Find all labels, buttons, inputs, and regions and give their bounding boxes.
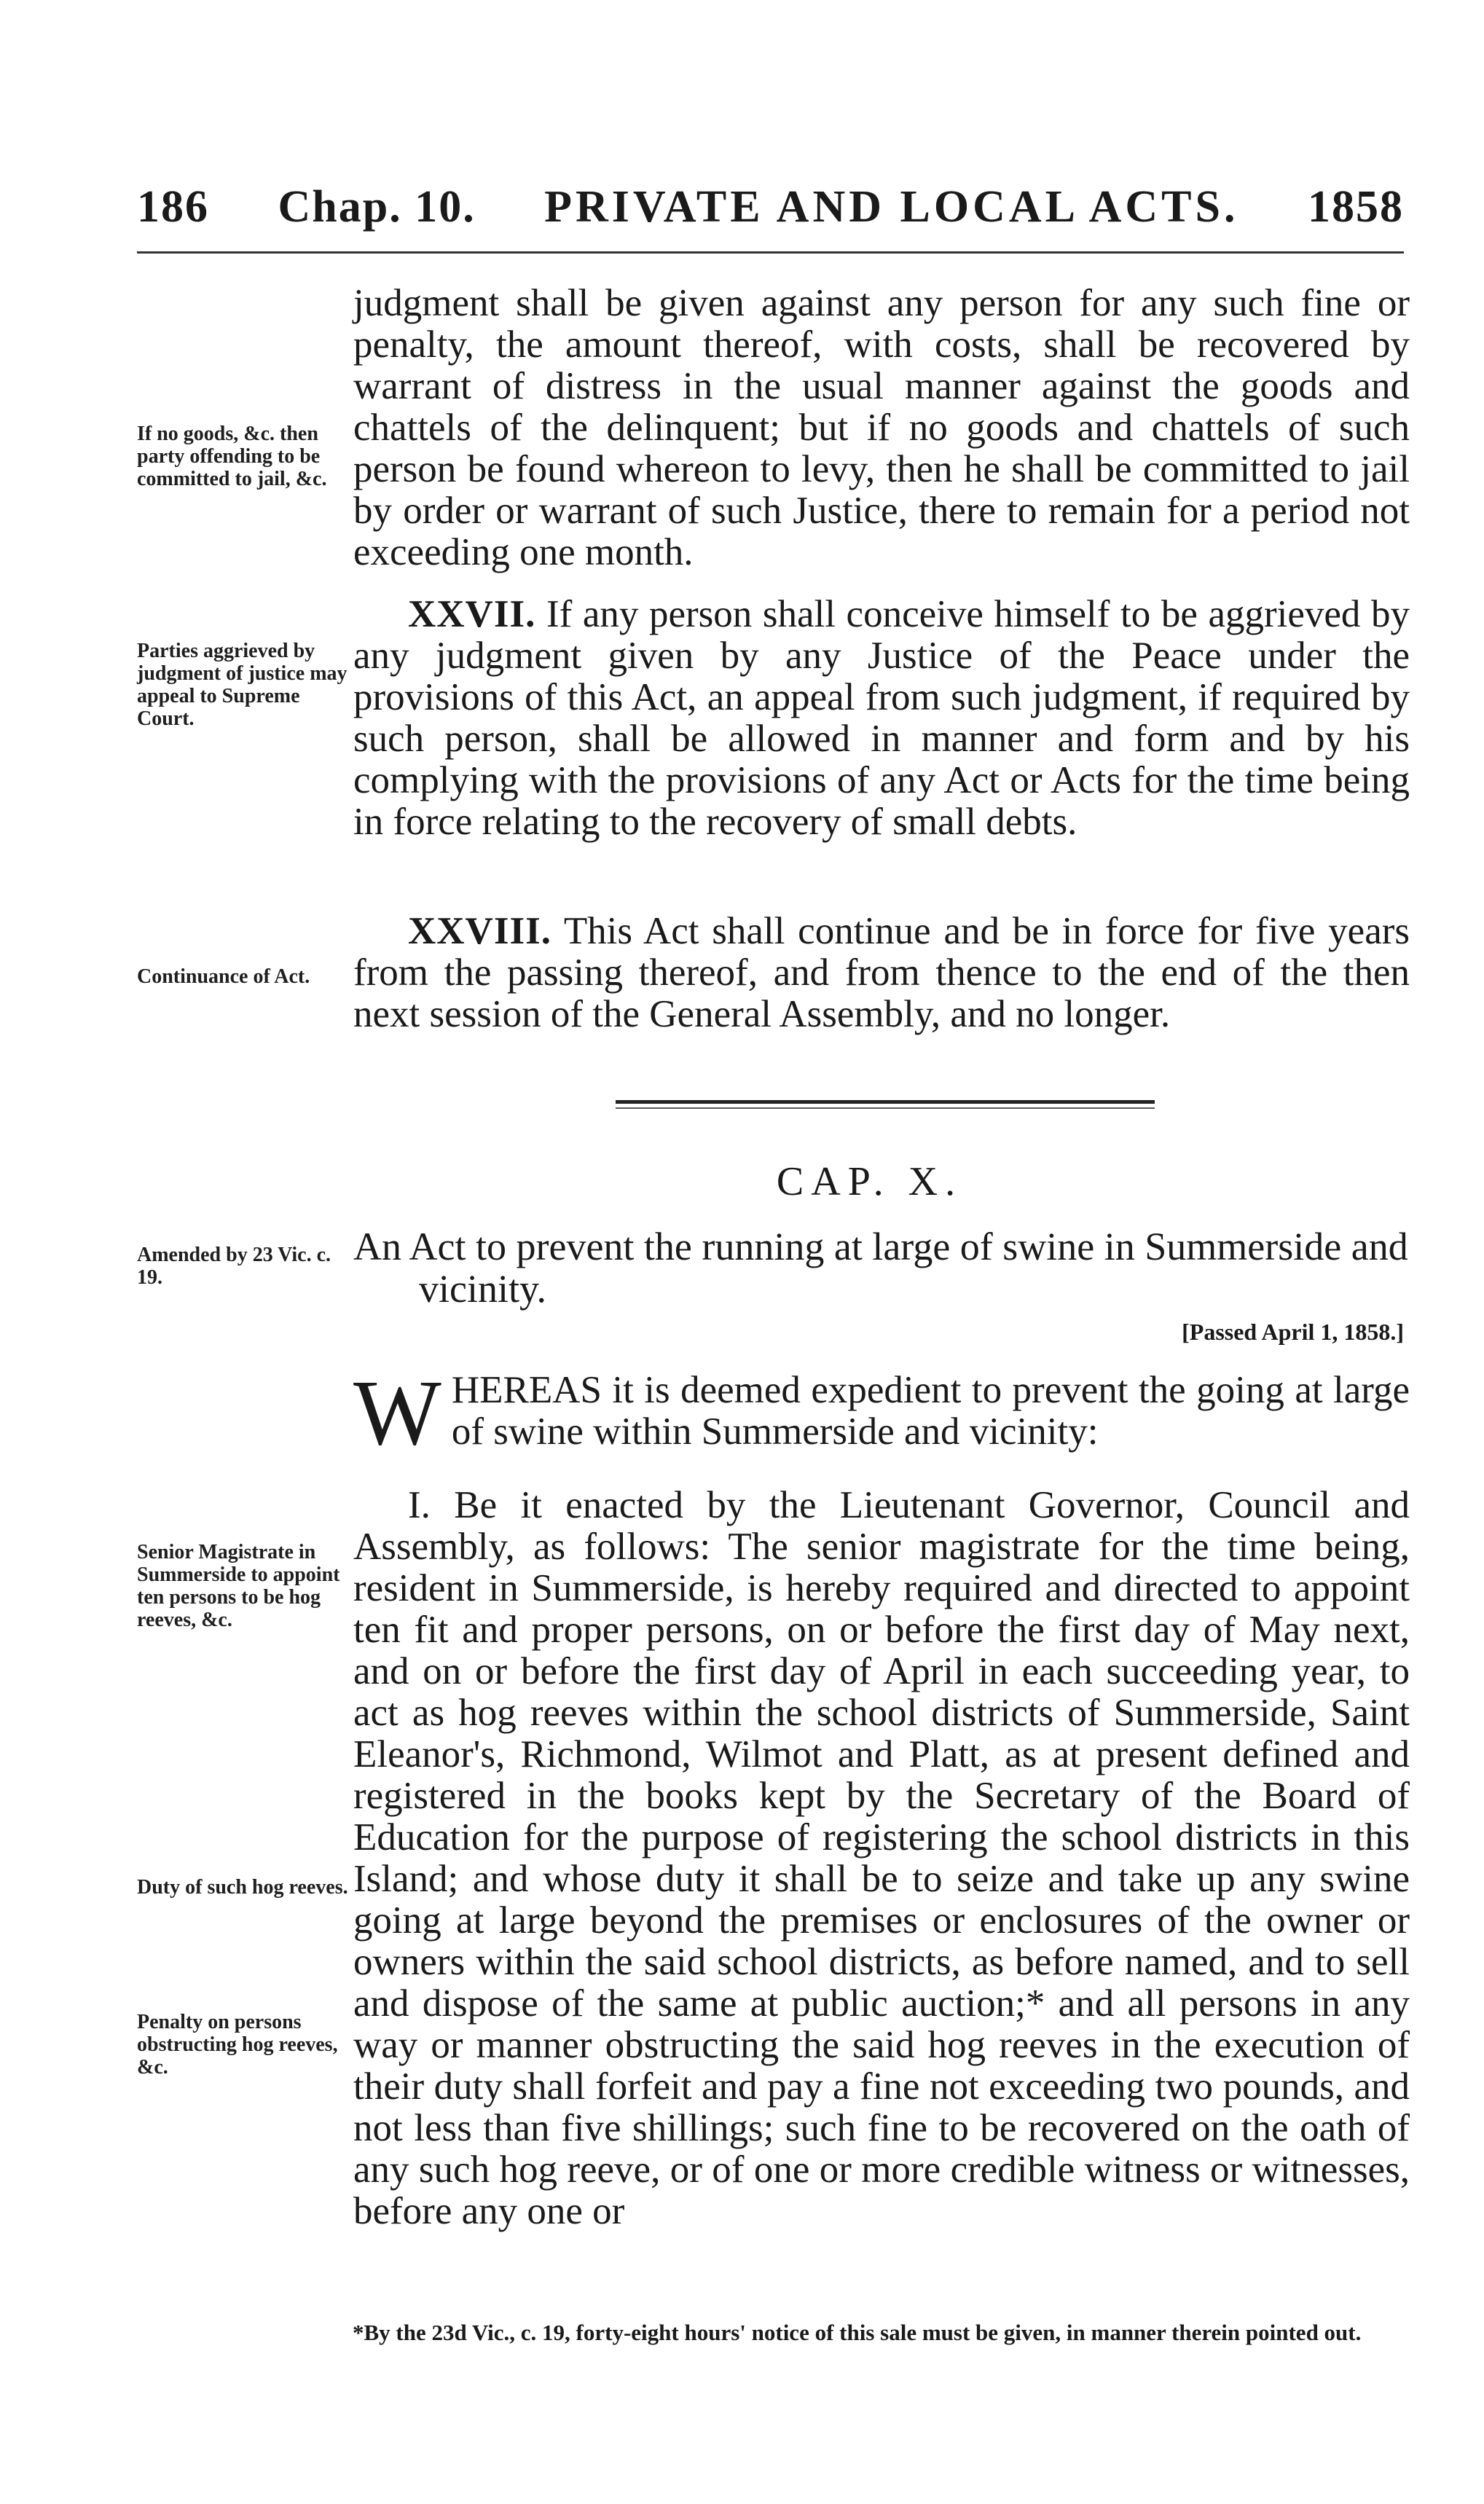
section-divider bbox=[616, 1100, 1155, 1104]
margin-note-senior-magistrate: Senior Magistrate in Summerside to appoint ten persons to be hog reeves, &c. bbox=[137, 1541, 340, 1631]
section-27-text: If any person shall conceive himself to be aggrieved by any judgment given by any Justice of the Peace under the provisions of this Act, an appeal from such judgment, if required by such person, shall be allowed in manner and form and by his complying with the provisions of any Act or Acts for the time being in force relating to the recovery of small debts. bbox=[353, 593, 1410, 843]
section-1-text: Be it enacted by the Lieutenant Governor, Council and Assembly, as follows: The senior magistrate for the time being, resident in Summerside, is hereby required and directed to appoint ten fit and proper persons, on or before the first day of May next, and on or before the first day of April in each succeeding year, to act as hog reeves within the school districts of Summerside, Saint Eleanor's, Richmond, Wilmot and Platt, as at present defined and registered in the books kept by the Secretary of the Board of Education for the purpose of registering the school districts in this Island; and whose duty it shall be to seize and take up any swine going at large beyond the premises or enclosures of the owner or owners within the said school districts, as before named, and to sell and dispose of the same at public auction;* and all persons in any way or manner obstructing the said hog reeves in the execution of their duty shall forfeit and pay a fine not exceeding two pounds, and not less than five shillings; such fine to be recovered on the oath of any such hog reeve, or of one or more credible witness or witnesses, before any one or bbox=[353, 1484, 1410, 2232]
section-1 bbox=[353, 1485, 1410, 2232]
section-28-text: This Act shall continue and be in force for five years from the passing thereof, and from thence to the end of the then next session of the General Assembly, and no longer. bbox=[353, 910, 1410, 1035]
margin-note-no-goods: If no goods, &c. then party offending to be committed to jail, &c. bbox=[137, 423, 327, 490]
margin-note-appeal: Parties aggrieved by judgment of justice may appeal to Supreme Court. bbox=[137, 640, 348, 730]
running-year: 1858 bbox=[1307, 182, 1404, 232]
section-divider-thin bbox=[616, 1107, 1155, 1109]
preamble-text: HEREAS it is deemed expedient to prevent the going at large of swine within Summerside and vicinity: bbox=[451, 1369, 1410, 1453]
preamble bbox=[353, 1361, 1410, 1464]
section-27-number: XXVII. bbox=[408, 593, 536, 635]
footnote: *By the 23d Vic., c. 19, forty-eight hours' notice of this sale must be given, in manner therein pointed out. bbox=[353, 2320, 1362, 2345]
chapter-label: Chap. 10. bbox=[278, 182, 476, 232]
header-rule bbox=[137, 251, 1404, 254]
page-number: 186 bbox=[137, 182, 209, 232]
margin-note-duty: Duty of such hog reeves. bbox=[137, 1876, 348, 1899]
section-28-number: XXVIII. bbox=[408, 910, 551, 952]
continuation-paragraph: judgment shall be given against any person for any such fine or penalty, the amount thereof, with costs, shall be recovered by warrant of distress in the usual manner against the goods and chattels of the delinquent; but if no goods and chattels of such person be found whereon to levy, then he shall be committed to jail by order or warrant of such Justice, there to remain for a period not exceeding one month. bbox=[353, 282, 1410, 573]
running-title: PRIVATE AND LOCAL ACTS. bbox=[544, 182, 1239, 232]
drop-cap: W bbox=[353, 1361, 441, 1464]
passed-date: [Passed April 1, 1858.] bbox=[1182, 1319, 1404, 1345]
section-1-number: I. bbox=[408, 1484, 431, 1526]
section-27 bbox=[353, 594, 1410, 843]
margin-note-penalty: Penalty on persons obstructing hog reeves, &c. bbox=[137, 2011, 338, 2079]
section-28 bbox=[353, 911, 1410, 1035]
running-header bbox=[137, 175, 1404, 233]
margin-note-amended: Amended by 23 Vic. c. 19. bbox=[137, 1244, 331, 1289]
margin-note-continuance: Continuance of Act. bbox=[137, 965, 310, 988]
act-title: An Act to prevent the running at large of swine in Summerside and vicinity. bbox=[353, 1225, 1408, 1311]
chapter-heading: CAP. X. bbox=[776, 1159, 963, 1204]
